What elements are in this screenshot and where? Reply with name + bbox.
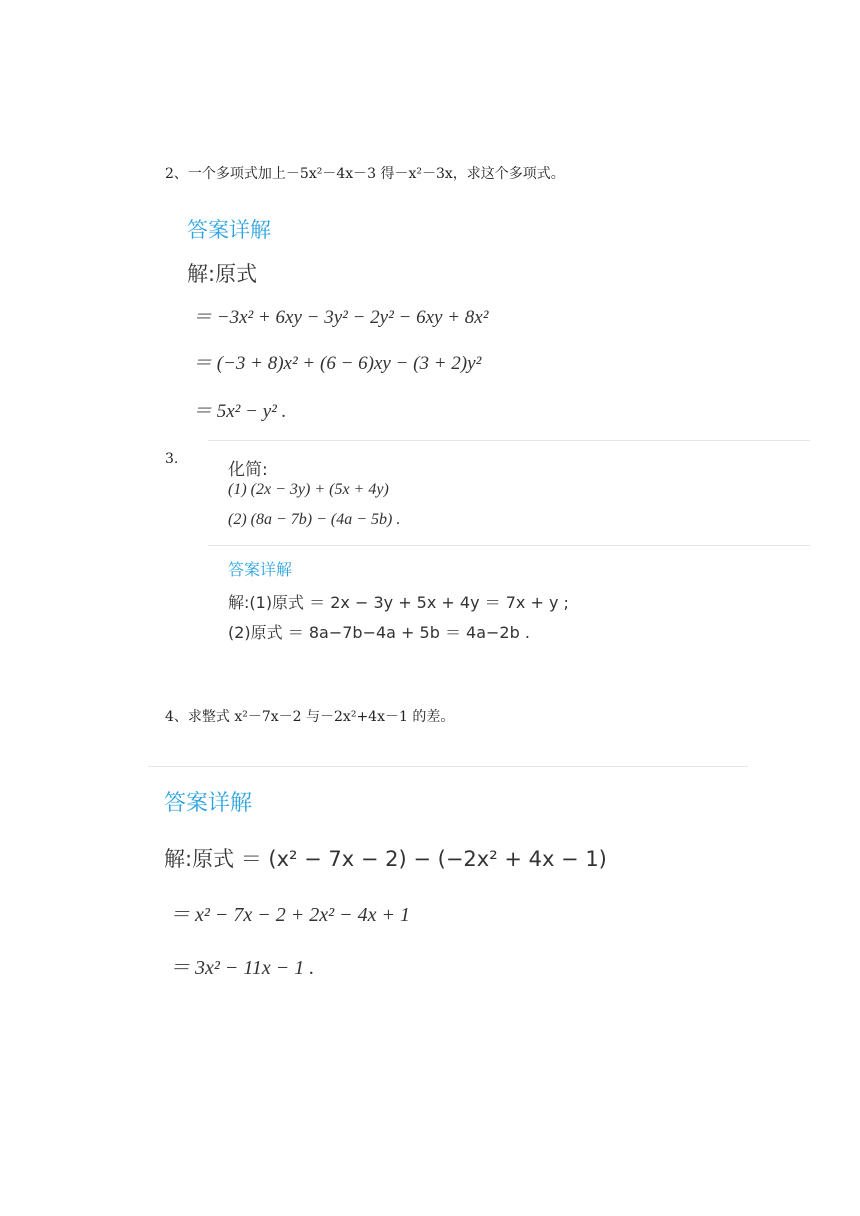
q2-answer-heading: 答案详解 bbox=[187, 218, 271, 242]
q4-solution-line-3: ＝ 3x² − 11x − 1 . bbox=[170, 957, 315, 979]
question-2-prompt: 2、一个多项式加上－5x²－4x－3 得－x²－3x，求这个多项式。 bbox=[165, 166, 565, 182]
q2-step-1: ＝ −3x² + 6xy − 3y² − 2y² − 6xy + 8x² bbox=[193, 307, 489, 328]
q2-step-2: ＝ (−3 + 8)x² + (6 − 6)xy − (3 + 2)y² bbox=[193, 353, 482, 374]
q3-solution-line-1: 解:(1)原式 ＝ 2x − 3y + 5x + 4y ＝ 7x + y ; bbox=[228, 593, 569, 612]
q4-solution-line-1: 解:原式 ＝ (x² − 7x − 2) − (−2x² + 4x − 1) bbox=[164, 847, 607, 871]
q4-top-divider bbox=[148, 766, 748, 767]
q3-answer-heading: 答案详解 bbox=[228, 560, 293, 579]
q3-item-2: (2) (8a − 7b) − (4a − 5b) . bbox=[228, 511, 401, 528]
q2-solution-label: 解:原式 bbox=[187, 262, 258, 286]
q4-answer-heading: 答案详解 bbox=[164, 791, 253, 816]
q3-mid-divider bbox=[208, 545, 810, 546]
q3-top-divider bbox=[208, 440, 810, 441]
q4-solution-line-2: ＝ x² − 7x − 2 + 2x² − 4x + 1 bbox=[170, 904, 410, 926]
q3-task-title: 化简: bbox=[228, 460, 268, 480]
question-4-prompt: 4、求整式 x²－7x－2 与－2x²+4x－1 的差。 bbox=[165, 709, 455, 725]
q3-solution-line-2: (2)原式 ＝ 8a−7b−4a + 5b ＝ 4a−2b . bbox=[228, 623, 530, 642]
q2-step-3: ＝ 5x² − y² . bbox=[193, 401, 287, 422]
question-3-number: 3. bbox=[165, 451, 179, 467]
q3-item-1: (1) (2x − 3y) + (5x + 4y) bbox=[228, 481, 389, 498]
